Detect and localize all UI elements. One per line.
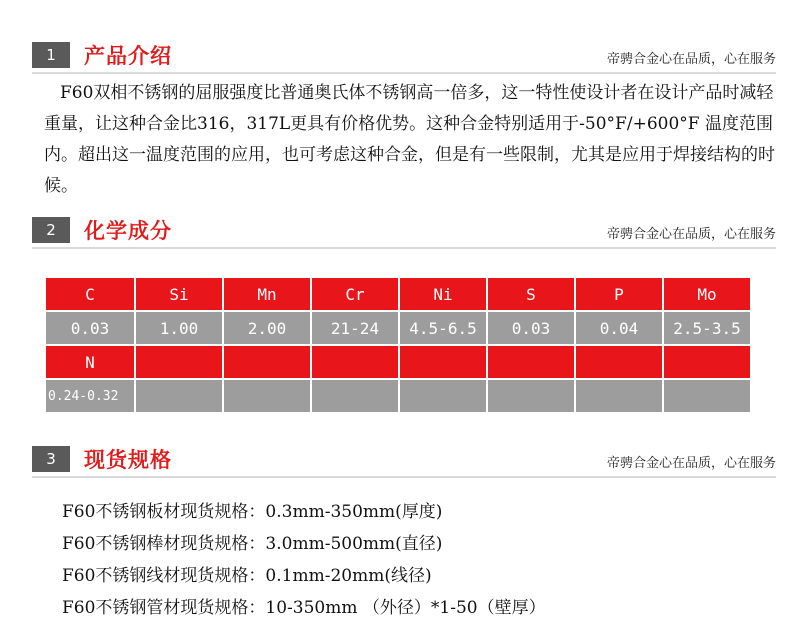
section-header-stock-specs [32,442,776,478]
table-cell: 4.5-6.5 [400,312,486,344]
table-header-cell [136,346,222,378]
slogan: 帝骋合金心在品质，心在服务 [606,52,776,67]
table-row [46,380,750,412]
composition-table [44,276,752,414]
table-header-cell [488,346,574,378]
slogan: 帝骋合金心在品质，心在服务 [606,227,776,242]
slogan: 帝骋合金心在品质，心在服务 [606,456,776,471]
table-header-cell [576,346,662,378]
table-cell: 2.5-3.5 [664,312,750,344]
table-cell: 0.03 [46,312,134,344]
table-header-cell [312,346,398,378]
divider [32,247,776,249]
section-number: 1 [32,42,70,68]
table-header-row [46,346,750,378]
section-header-product-intro [32,38,776,74]
table-cell: 1.00 [136,312,222,344]
table-cell: 0.04 [576,312,662,344]
table-header-cell: Mo [664,278,750,310]
table-header-row [46,278,750,310]
table-header-cell [224,346,310,378]
table-header-cell: P [576,278,662,310]
table-cell: 0.24-0.32 [46,380,134,412]
section-title: 化学成分 [84,219,172,243]
table-cell [576,380,662,412]
table-header-cell: S [488,278,574,310]
table-header-cell: Cr [312,278,398,310]
section-number: 2 [32,217,70,243]
intro-paragraph [44,78,780,202]
table-header-cell [400,346,486,378]
section-title: 产品介绍 [84,44,172,68]
table-cell [312,380,398,412]
table-cell [488,380,574,412]
spec-line-bar: F60不锈钢棒材现货规格：3.0mm-500mm(直径) [62,534,443,554]
spec-line-wire: F60不锈钢线材现货规格：0.1mm-20mm(线径) [62,566,432,586]
divider [32,72,776,74]
spec-line-plate: F60不锈钢板材现货规格：0.3mm-350mm(厚度) [62,502,443,522]
table-header-cell: N [46,346,134,378]
table-cell: 0.03 [488,312,574,344]
table-header-cell: Mn [224,278,310,310]
section-number: 3 [32,446,70,472]
table-cell [224,380,310,412]
table-header-cell: Ni [400,278,486,310]
divider [32,476,776,478]
spec-line-pipe: F60不锈钢管材现货规格：10-350mm （外径）*1-50（壁厚） [62,598,546,618]
table-cell: 21-24 [312,312,398,344]
table-header-cell: Si [136,278,222,310]
section-header-composition [32,213,776,249]
section-title: 现货规格 [84,448,172,472]
table-cell [400,380,486,412]
table-cell: 2.00 [224,312,310,344]
table-cell [136,380,222,412]
table-row [46,312,750,344]
table-header-cell: C [46,278,134,310]
intro-text: F60双相不锈钢的屈服强度比普通奥氏体不锈钢高一倍多，这一特性使设计者在设计产品时减轻重量，让这种合金比316，317L更具有价格优势。这种合金特别适用于-50°F/+600°F 温度范围内。超出这一温度范围的应用，也可考虑这种合金，但是有一些限制，尤其是应用于焊接结构的时候。 [44,83,775,196]
table-cell [664,380,750,412]
table-header-cell [664,346,750,378]
